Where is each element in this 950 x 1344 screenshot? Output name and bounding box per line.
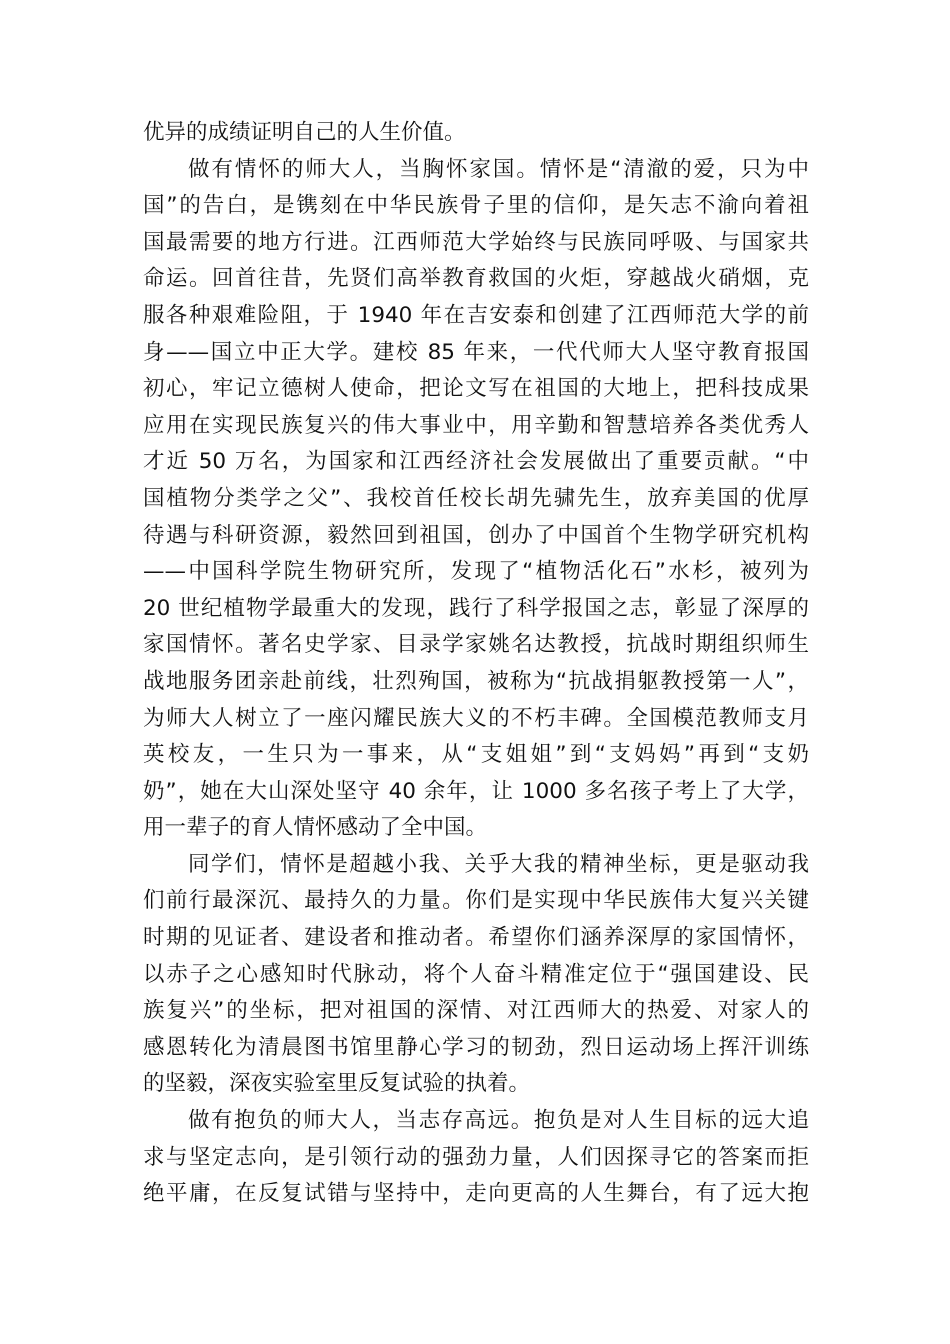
text-line: 感恩转化为清晨图书馆里静心学习的韧劲，烈日运动场上挥汗训练 <box>143 1034 809 1060</box>
text-line: 命运。回首往昔，先贤们高举教育救国的火炬，穿越战火硝烟，克 <box>143 266 809 292</box>
text-line: 族复兴”的坐标，把对祖国的深情、对江西师大的热爱、对家人的 <box>143 998 809 1024</box>
text-line: 的坚毅，深夜实验室里反复试验的执着。 <box>143 1071 531 1097</box>
text-line: 初心，牢记立德树人使命，把论文写在祖国的大地上，把科技成果 <box>143 376 809 402</box>
text-line: 求与坚定志向，是引领行动的强劲力量，人们因探寻它的答案而拒 <box>143 1144 809 1170</box>
text-line: 做有情怀的师大人，当胸怀家国。情怀是“清澈的爱，只为中 <box>188 156 809 182</box>
text-line: 用一辈子的育人情怀感动了全中国。 <box>143 815 488 841</box>
text-line: 为师大人树立了一座闪耀民族大义的不朽丰碑。全国模范教师支月 <box>143 705 809 731</box>
text-line: 国最需要的地方行进。江西师范大学始终与民族同呼吸、与国家共 <box>143 229 809 255</box>
text-line: 待遇与科研资源，毅然回到祖国，创办了中国首个生物学研究机构 <box>143 522 809 548</box>
body-text <box>143 115 809 1213</box>
text-line: 优异的成绩证明自己的人生价值。 <box>143 120 466 145</box>
text-line: 们前行最深沉、最持久的力量。你们是实现中华民族伟大复兴关键 <box>143 888 809 914</box>
text-line: 绝平庸，在反复试错与坚持中，走向更高的人生舞台，有了远大抱 <box>143 1181 809 1207</box>
text-line: 应用在实现民族复兴的伟大事业中，用辛勤和智慧培养各类优秀人 <box>143 412 809 438</box>
text-line: 做有抱负的师大人，当志存高远。抱负是对人生目标的远大追 <box>188 1108 809 1134</box>
text-line: 才近 50 万名，为国家和江西经济社会发展做出了重要贡献。“中 <box>143 449 809 475</box>
text-line: 国植物分类学之父”、我校首任校长胡先骕先生，放弃美国的优厚 <box>143 485 809 511</box>
text-line: 家国情怀。著名史学家、目录学家姚名达教授，抗战时期组织师生 <box>143 632 809 658</box>
text-line: ——中国科学院生物研究所，发现了“植物活化石”水杉，被列为 <box>143 559 809 585</box>
text-line: 以赤子之心感知时代脉动，将个人奋斗精准定位于“强国建设、民 <box>143 961 809 987</box>
text-line: 服各种艰难险阻，于 1940 年在吉安泰和创建了江西师范大学的前 <box>143 302 809 328</box>
text-line: 英校友，一生只为一事来，从“支姐姐”到“支妈妈”再到“支奶 <box>143 742 809 768</box>
text-line: 奶”，她在大山深处坚守 40 余年，让 1000 多名孩子考上了大学， <box>143 778 809 804</box>
text-line: 同学们，情怀是超越小我、关乎大我的精神坐标，更是驱动我 <box>188 851 809 877</box>
text-line: 时期的见证者、建设者和推动者。希望你们涵养深厚的家国情怀， <box>143 925 809 951</box>
text-line: 身——国立中正大学。建校 85 年来，一代代师大人坚守教育报国 <box>143 339 809 365</box>
text-line: 战地服务团亲赴前线，壮烈殉国，被称为“抗战捐躯教授第一人”， <box>143 668 809 694</box>
text-line: 20 世纪植物学最重大的发现，践行了科学报国之志，彰显了深厚的 <box>143 595 809 621</box>
text-line: 国”的告白，是镌刻在中华民族骨子里的信仰，是矢志不渝向着祖 <box>143 193 809 219</box>
